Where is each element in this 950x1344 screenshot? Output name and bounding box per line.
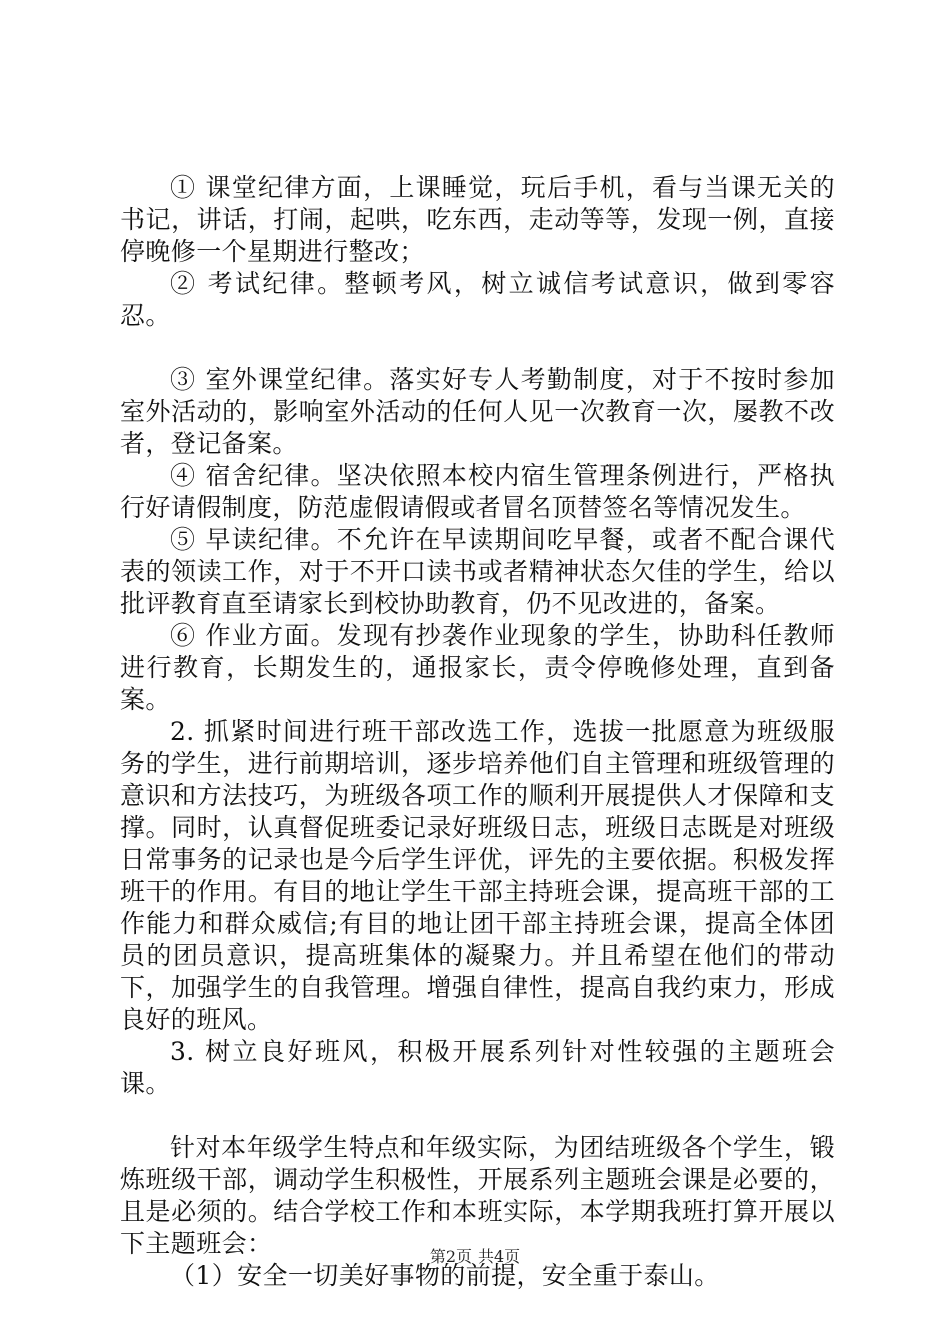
paragraph-discipline-homework: ⑥ 作业方面。发现有抄袭作业现象的学生，协助科任教师进行教育，长期发生的，通报家长，责令停晚修处理，直到备案。 bbox=[120, 621, 835, 714]
paragraph-discipline-morning-reading: ⑤ 早读纪律。不允许在早读期间吃早餐，或者不配合课代表的领读工作，对于不开口读书或者精神状态欠佳的学生，给以批评教育直至请家长到校协助教育，仍不见改进的，备案。 bbox=[120, 525, 835, 618]
paragraph-theme-meetings: 针对本年级学生特点和年级实际，为团结班级各个学生，锻炼班级干部，调动学生积极性，开展系列主题班会课是必要的，且是必须的。结合学校工作和本班实际，本学期我班打算开展以下主题班会： bbox=[120, 1133, 835, 1258]
paragraph-discipline-classroom: ① 课堂纪律方面，上课睡觉，玩后手机，看与当课无关的书记，讲话，打闹，起哄，吃东西，走动等等，发现一例，直接停晚修一个星期进行整改； bbox=[120, 173, 835, 266]
paragraph-meeting-safety: （1）安全一切美好事物的前提，安全重于泰山。 bbox=[170, 1261, 720, 1290]
paragraph-discipline-outdoor: ③ 室外课堂纪律。落实好专人考勤制度，对于不按时参加室外活动的，影响室外活动的任何人见一次教育一次，屡教不改者，登记备案。 bbox=[120, 365, 835, 458]
paragraph-class-cadre: 2. 抓紧时间进行班干部改选工作，选拔一批愿意为班级服务的学生，进行前期培训，逐步培养他们自主管理和班级管理的意识和方法技巧，为班级各项工作的顺利开展提供人才保障和支撑。同时，认真督促班委记录好班级日志，班级日志既是对班级日常事务的记录也是今后学生评优，评先的主要依据。积极发挥班干的作用。有目的地让学生干部主持班会课，提高班干部的工作能力和群众威信;有目的地让团干部主持班会课，提高全体团员的团员意识，提高班集体的凝聚力。并且希望在他们的带动下，加强学生的自我管理。增强自律性，提高自我约束力，形成良好的班风。 bbox=[120, 717, 835, 1034]
page-total: 共4页 bbox=[478, 1247, 521, 1266]
paragraph-discipline-dorm: ④ 宿舍纪律。坚决依照本校内宿生管理条例进行，严格执行好请假制度，防范虚假请假或者冒名顶替签名等情况发生。 bbox=[120, 461, 835, 522]
page-number: 第2页 bbox=[429, 1247, 472, 1266]
paragraph-class-style: 3. 树立良好班风，积极开展系列针对性较强的主题班会课。 bbox=[120, 1037, 835, 1098]
document-body bbox=[120, 172, 835, 1292]
paragraph-discipline-exam: ② 考试纪律。整顿考风，树立诚信考试意识，做到零容忍。 bbox=[120, 269, 835, 330]
page-footer bbox=[0, 1244, 950, 1267]
